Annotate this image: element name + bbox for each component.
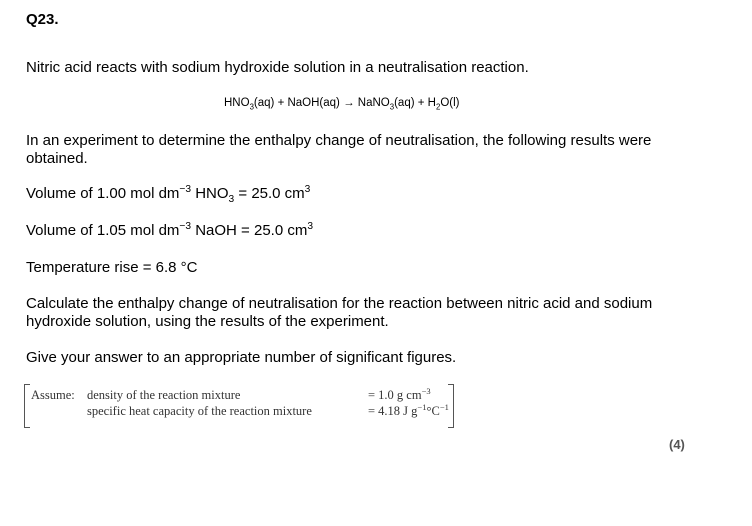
density-value: = 1.0 g $cm^{-3}$ bbox=[368, 385, 431, 402]
assume-label: Assume: bbox=[31, 388, 75, 402]
assume-box bbox=[24, 384, 454, 428]
significant-figures-text: Give your answer to an appropriate number of significant figures. bbox=[26, 349, 457, 366]
question-number: Q23. bbox=[26, 11, 59, 28]
intro-text: Nitric acid reacts with sodium hydroxide solution in a neutralisation reaction. bbox=[26, 59, 529, 76]
result-volume-hno3: Volume of 1.00 mol $dm^{-3}$ $HNO_3 = 25.0$ $cm^3$ bbox=[26, 184, 311, 205]
assume-shc-row bbox=[31, 401, 449, 420]
chemical-equation: $HNO_3(aq)$ + NaOH(aq) → NaNO$_3$(aq) + $H_2O(l)$ bbox=[224, 97, 460, 112]
experiment-text: In an experiment to determine the enthalpy change of neutralisation, the following results were obtained. bbox=[26, 132, 652, 167]
marks-label: (4) bbox=[669, 437, 685, 452]
assume-left-bracket bbox=[24, 384, 30, 428]
assume-density-row bbox=[31, 385, 444, 404]
shc-label: specific heat capacity of the reaction mixture bbox=[87, 404, 312, 418]
assume-right-bracket bbox=[448, 384, 454, 428]
result-volume-naoh: Volume of 1.05 mol $dm^{-3}$ NaOH = 25.0 $cm^3$ bbox=[26, 221, 314, 239]
result-temperature-rise: Temperature rise = 6.8 °C bbox=[26, 259, 198, 276]
shc-value: = 4.18 J $g^{-1}^\circ C^{-1}$ bbox=[368, 401, 449, 418]
density-label: density of the reaction mixture bbox=[87, 388, 241, 402]
calculate-text: Calculate the enthalpy change of neutralisation for the reaction between nitric acid and sodium hydroxide solution, using the results of the experiment. bbox=[26, 295, 653, 330]
